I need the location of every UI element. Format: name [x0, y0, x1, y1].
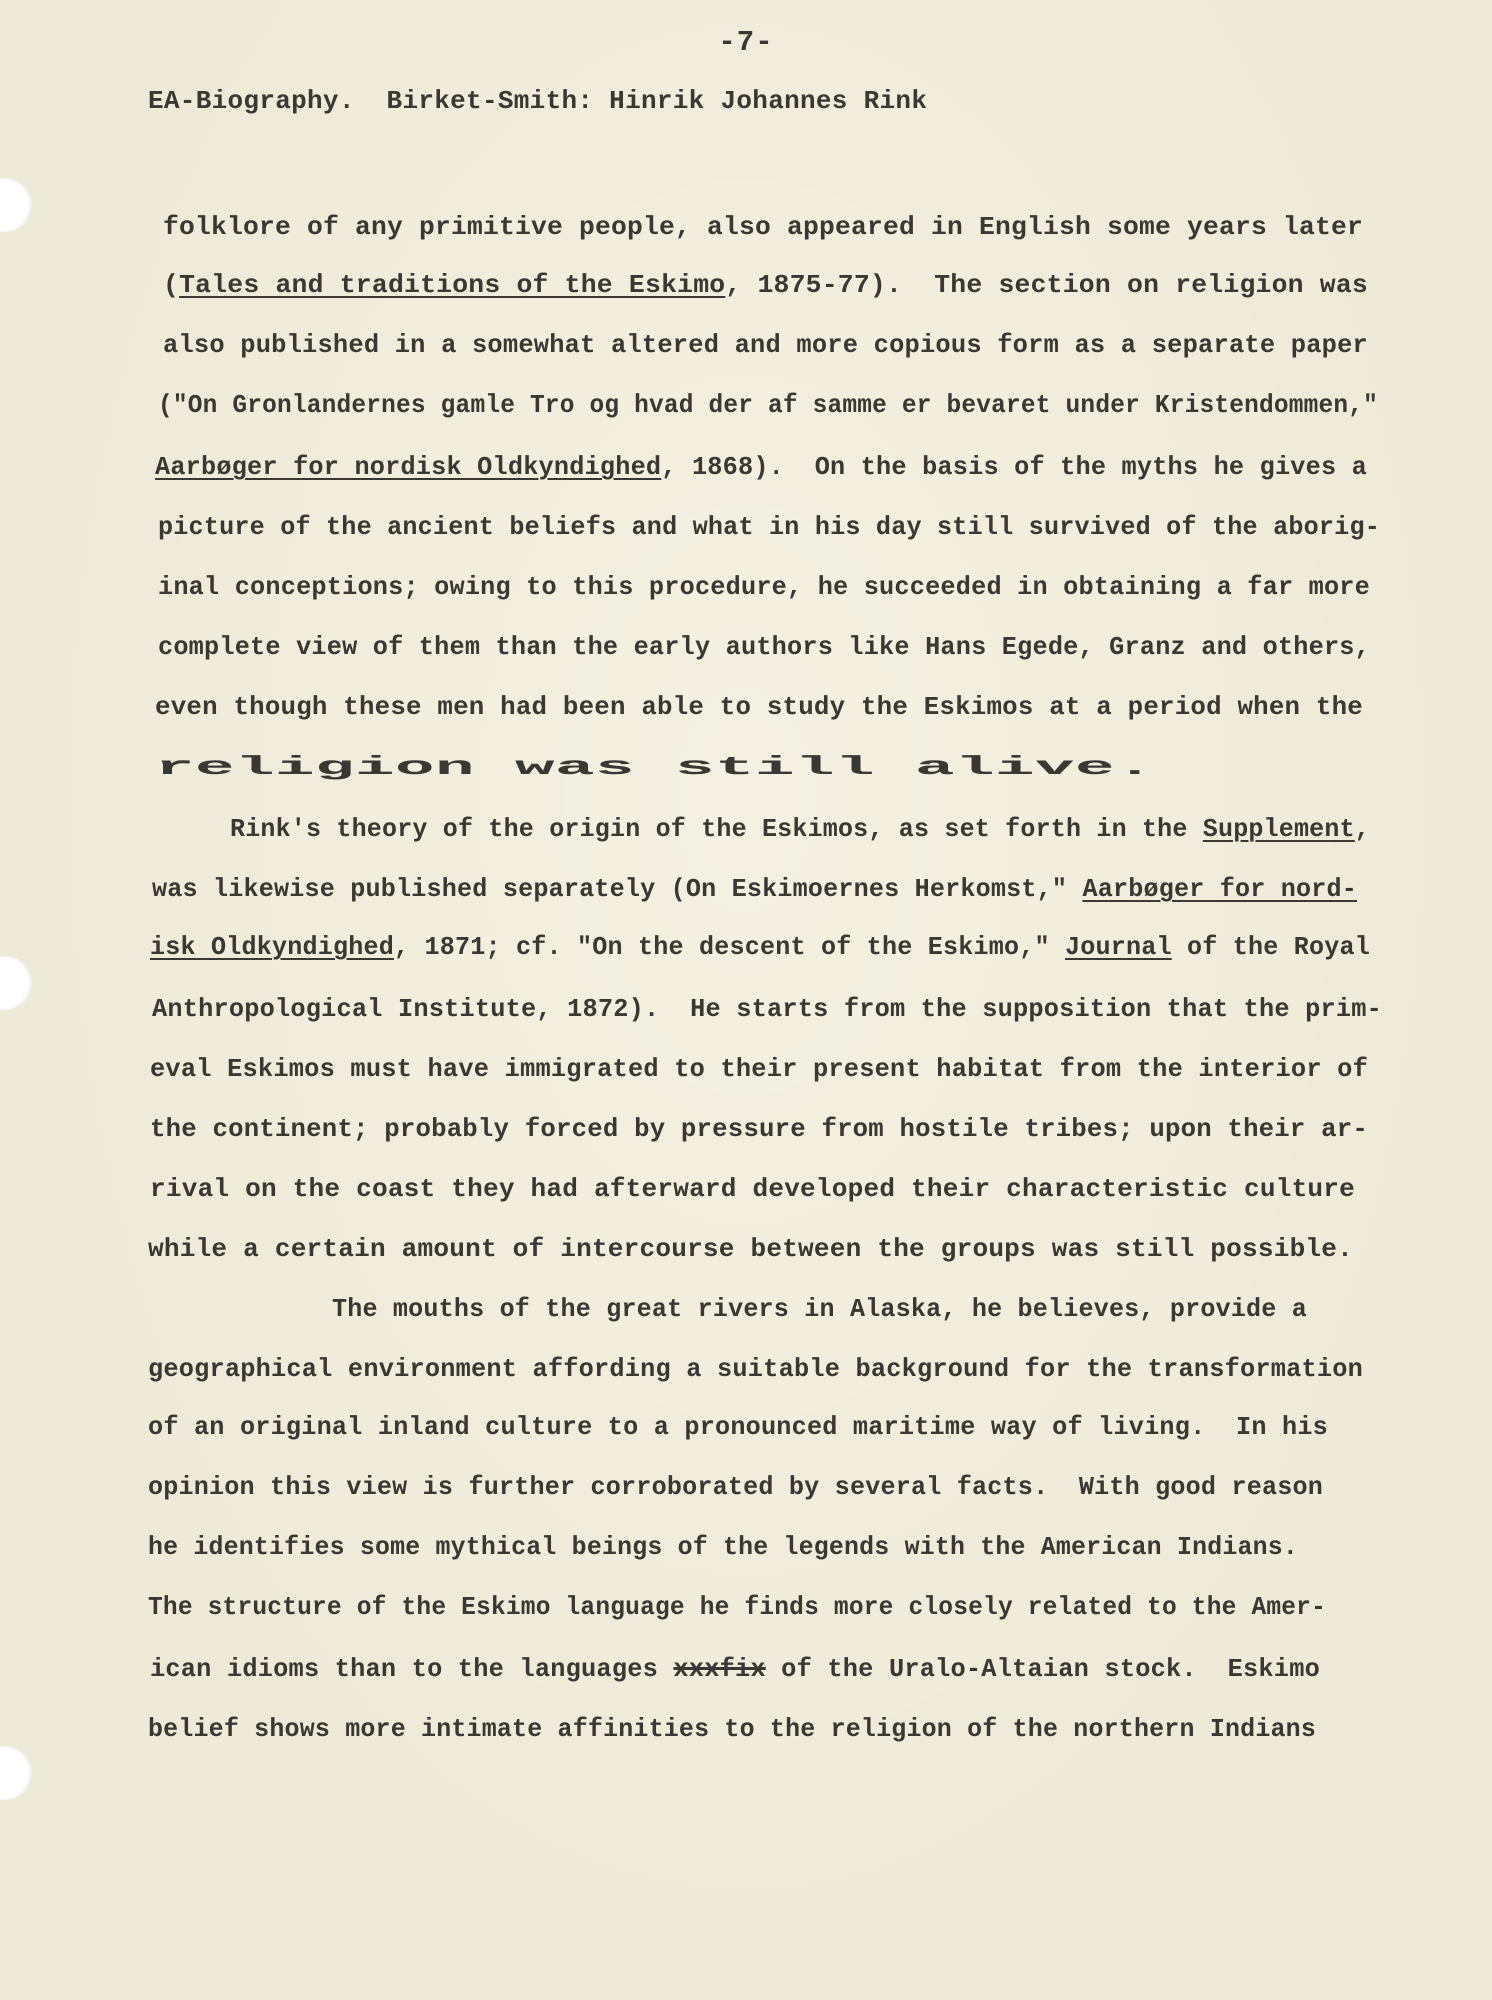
- text-segment: , 1868). On the basis of the myths he gives a: [661, 452, 1367, 482]
- text-line: [163, 210, 1363, 244]
- text-segment: the continent; probably forced by pressure from hostile tribes; upon their ar-: [150, 1114, 1368, 1144]
- document-header: EA-Biography. Birket-Smith: Hinrik Johannes Rink: [148, 86, 928, 116]
- text-segment: belief shows more intimate affinities to the religion of the northern Indians: [148, 1714, 1316, 1744]
- text-line: [148, 1352, 1363, 1386]
- text-line: [155, 750, 1155, 784]
- underlined-title: Aarbøger for nordisk Oldkyndighed: [155, 452, 662, 482]
- text-segment: ican idioms than to the languages: [150, 1654, 674, 1684]
- punch-hole-middle: [0, 956, 32, 1010]
- text-line: [150, 1172, 1355, 1206]
- text-segment: ("On Gronlandernes gamle Tro og hvad der af samme er bevaret under Kristendommen,": [158, 390, 1378, 420]
- text-segment: picture of the ancient beliefs and what in his day still survived of the aborig-: [158, 512, 1380, 542]
- underlined-title: Aarbøger for nord-: [1082, 874, 1357, 904]
- text-segment: , 1875-77). The section on religion was: [725, 270, 1369, 300]
- text-segment: opinion this view is further corroborated by several facts. With good reason: [148, 1472, 1323, 1502]
- text-line: [150, 1052, 1368, 1086]
- text-line: [150, 930, 1370, 964]
- underlined-title: Journal: [1064, 932, 1172, 962]
- text-line: [148, 1590, 1326, 1624]
- text-segment: The mouths of the great rivers in Alaska, he believes, provide a: [332, 1294, 1307, 1324]
- text-segment: religion was still alive.: [155, 752, 1155, 782]
- text-segment: of an original inland culture to a pronounced maritime way of living. In his: [148, 1412, 1328, 1442]
- text-line: [148, 1712, 1316, 1746]
- text-segment: inal conceptions; owing to this procedure, he succeeded in obtaining a far more: [158, 572, 1370, 602]
- text-line: [155, 690, 1363, 724]
- text-segment: he identifies some mythical beings of the legends with the American Indians.: [148, 1532, 1298, 1562]
- text-line: [148, 1410, 1328, 1444]
- text-line: [163, 328, 1368, 362]
- text-segment: folklore of any primitive people, also appeared in English some years later: [163, 212, 1363, 242]
- text-segment: of the Royal: [1171, 932, 1370, 962]
- text-line: [148, 1530, 1298, 1564]
- text-line: [158, 570, 1370, 604]
- text-segment: also published in a somewhat altered and more copious form as a separate paper: [163, 330, 1368, 360]
- text-segment: The structure of the Eskimo language he finds more closely related to the Amer-: [148, 1592, 1326, 1622]
- text-segment: while a certain amount of intercourse between the groups was still possible.: [148, 1234, 1353, 1264]
- text-line: [148, 1232, 1353, 1266]
- struck-text: xxxfix: [673, 1654, 766, 1684]
- text-line: [158, 388, 1378, 422]
- underlined-title: Supplement: [1202, 814, 1355, 844]
- text-line: [158, 510, 1380, 544]
- text-line: [163, 268, 1368, 302]
- text-line: [230, 812, 1370, 846]
- text-segment: Anthropological Institute, 1872). He starts from the supposition that the prim-: [152, 994, 1382, 1024]
- text-line: [332, 1292, 1307, 1326]
- text-segment: even though these men had been able to study the Eskimos at a period when the: [155, 692, 1363, 722]
- text-line: [150, 1112, 1368, 1146]
- text-line: [158, 630, 1370, 664]
- text-segment: complete view of them than the early authors like Hans Egede, Granz and others,: [158, 632, 1370, 662]
- text-segment: geographical environment affording a suitable background for the transformation: [148, 1354, 1363, 1384]
- underlined-title: Tales and traditions of the Eskimo: [179, 270, 726, 300]
- underlined-title: isk Oldkyndighed: [150, 932, 394, 962]
- text-segment: rival on the coast they had afterward developed their characteristic culture: [150, 1174, 1355, 1204]
- text-segment: Rink's theory of the origin of the Eskimos, as set forth in the: [230, 814, 1203, 844]
- text-segment: (: [163, 270, 180, 300]
- text-line: [150, 1652, 1320, 1686]
- text-segment: of the Uralo-Altaian stock. Eskimo: [765, 1654, 1320, 1684]
- text-segment: eval Eskimos must have immigrated to their present habitat from the interior of: [150, 1054, 1368, 1084]
- text-line: [148, 1470, 1323, 1504]
- punch-hole-top: [0, 178, 32, 232]
- text-line: [152, 872, 1357, 906]
- text-segment: ,: [1354, 814, 1370, 844]
- punch-hole-bottom: [0, 1746, 32, 1800]
- text-segment: was likewise published separately (On Eskimoernes Herkomst,": [152, 874, 1083, 904]
- page-number: -7-: [718, 26, 774, 59]
- text-line: [152, 992, 1382, 1026]
- text-segment: , 1871; cf. "On the descent of the Eskimo,": [394, 932, 1065, 962]
- text-line: [155, 450, 1367, 484]
